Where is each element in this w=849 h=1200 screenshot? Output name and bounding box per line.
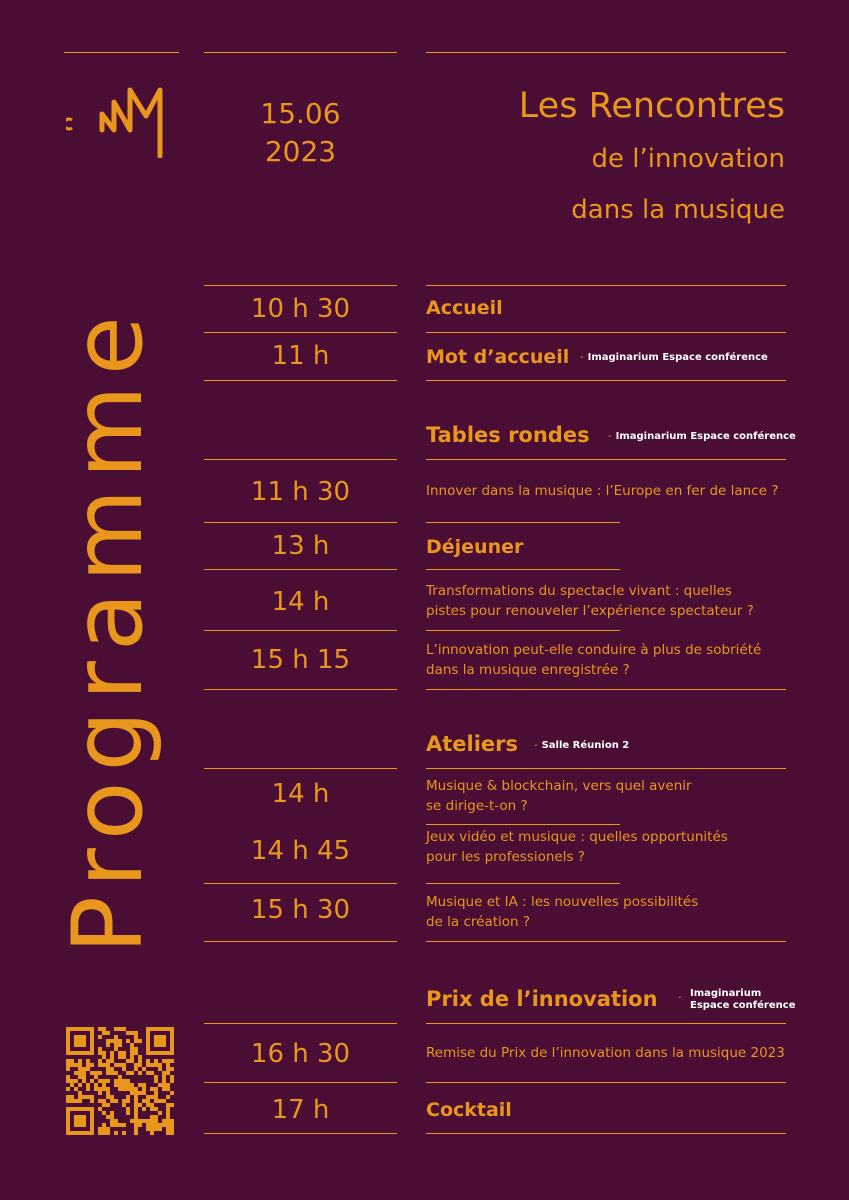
time-17h: 17 h xyxy=(271,1095,330,1125)
rule xyxy=(426,569,620,570)
rule xyxy=(204,1133,397,1134)
mot-accueil-location: - Imaginarium Espace conférence xyxy=(580,352,768,363)
date-year: 2023 xyxy=(264,135,337,168)
time-14h45: 14 h 45 xyxy=(250,836,351,866)
rule xyxy=(204,380,397,381)
programme-heading xyxy=(28,280,188,980)
rule xyxy=(426,1023,786,1024)
time-11h30: 11 h 30 xyxy=(250,477,351,507)
rule xyxy=(426,522,620,523)
workshop-blockchain-line2: se dirige-t-on ? xyxy=(426,798,528,814)
rule xyxy=(204,630,397,631)
time-15h15: 15 h 15 xyxy=(250,645,351,675)
rule xyxy=(204,883,397,884)
rule xyxy=(204,285,397,286)
rule xyxy=(426,1133,786,1134)
talk-innover: Innover dans la musique : l’Europe en fer de lance ? xyxy=(426,483,779,499)
prix-location-dash: - xyxy=(678,992,682,1003)
time-15h30: 15 h 30 xyxy=(250,895,351,925)
time-11h: 11 h xyxy=(271,341,330,371)
rule xyxy=(426,332,786,333)
tables-rondes-location-text: Imaginarium Espace conférence xyxy=(615,431,796,442)
rule xyxy=(204,689,397,690)
rule xyxy=(426,824,620,825)
ateliers-location-text: Salle Réunion 2 xyxy=(541,740,630,751)
time-14h-atelier: 14 h xyxy=(271,779,330,809)
rule xyxy=(204,768,397,769)
time-14h: 14 h xyxy=(271,587,330,617)
rule xyxy=(204,941,397,942)
time-16h30: 16 h 30 xyxy=(250,1039,351,1069)
mot-accueil-location-text: Imaginarium Espace conférence xyxy=(587,352,768,363)
accueil-label: Accueil xyxy=(426,297,503,319)
rule xyxy=(204,522,397,523)
workshop-ia-line1: Musique et IA : les nouvelles possibilités xyxy=(426,894,699,910)
rule xyxy=(426,941,786,942)
rule xyxy=(204,1082,397,1083)
workshop-jeux-line2: pour les professionels ? xyxy=(426,849,585,865)
talk-sobriete-line2: dans la musique enregistrée ? xyxy=(426,662,630,678)
rule xyxy=(204,569,397,570)
ateliers-location: - Salle Réunion 2 xyxy=(534,740,630,751)
top-rule-middle xyxy=(204,52,397,53)
prix-heading: Prix de l’innovation xyxy=(426,987,658,1011)
rule xyxy=(204,1023,397,1024)
remise-prix: Remise du Prix de l’innovation dans la musique 2023 xyxy=(426,1045,785,1061)
rule xyxy=(426,285,786,286)
talk-transformations-line2: pistes pour renouveler l’expérience spectateur ? xyxy=(426,603,754,619)
ateliers-heading: Ateliers xyxy=(426,732,519,756)
qr-code-icon xyxy=(66,1027,174,1135)
tables-rondes-location: - Imaginarium Espace conférence xyxy=(608,431,796,442)
mot-accueil-label: Mot d’accueil xyxy=(426,346,570,368)
time-13h: 13 h xyxy=(271,531,330,561)
dejeuner-label: Déjeuner xyxy=(426,536,524,558)
cocktail-label: Cocktail xyxy=(426,1099,512,1121)
prix-location-line1: Imaginarium xyxy=(690,988,762,999)
rule xyxy=(204,332,397,333)
top-rule-right xyxy=(426,52,786,53)
rule xyxy=(426,689,786,690)
rule xyxy=(426,768,786,769)
rule xyxy=(204,459,397,460)
rule xyxy=(426,459,786,460)
tables-rondes-heading: Tables rondes xyxy=(426,423,590,447)
title-line-2: de l’innovation xyxy=(591,144,785,174)
prix-location-line2: Espace conférence xyxy=(690,1000,796,1011)
rule xyxy=(426,883,620,884)
workshop-blockchain-line1: Musique & blockchain, vers quel avenir xyxy=(426,778,692,794)
programme-heading-text: Programme xyxy=(52,306,164,954)
title-line-3: dans la musique xyxy=(571,195,785,225)
time-10h30: 10 h 30 xyxy=(250,294,351,324)
rule xyxy=(426,630,620,631)
workshop-jeux-line1: Jeux vidéo et musique : quelles opportunités xyxy=(426,829,728,845)
cnm-logo-icon xyxy=(66,86,182,158)
talk-transformations-line1: Transformations du spectacle vivant : quelles xyxy=(426,583,732,599)
date-day: 15.06 xyxy=(260,97,341,130)
workshop-ia-line2: de la création ? xyxy=(426,914,531,930)
top-rule-left xyxy=(64,52,179,53)
rule xyxy=(426,1082,786,1083)
talk-sobriete-line1: L’innovation peut-elle conduire à plus de sobriété xyxy=(426,642,762,658)
rule xyxy=(426,380,786,381)
title-line-1: Les Rencontres xyxy=(518,86,785,126)
